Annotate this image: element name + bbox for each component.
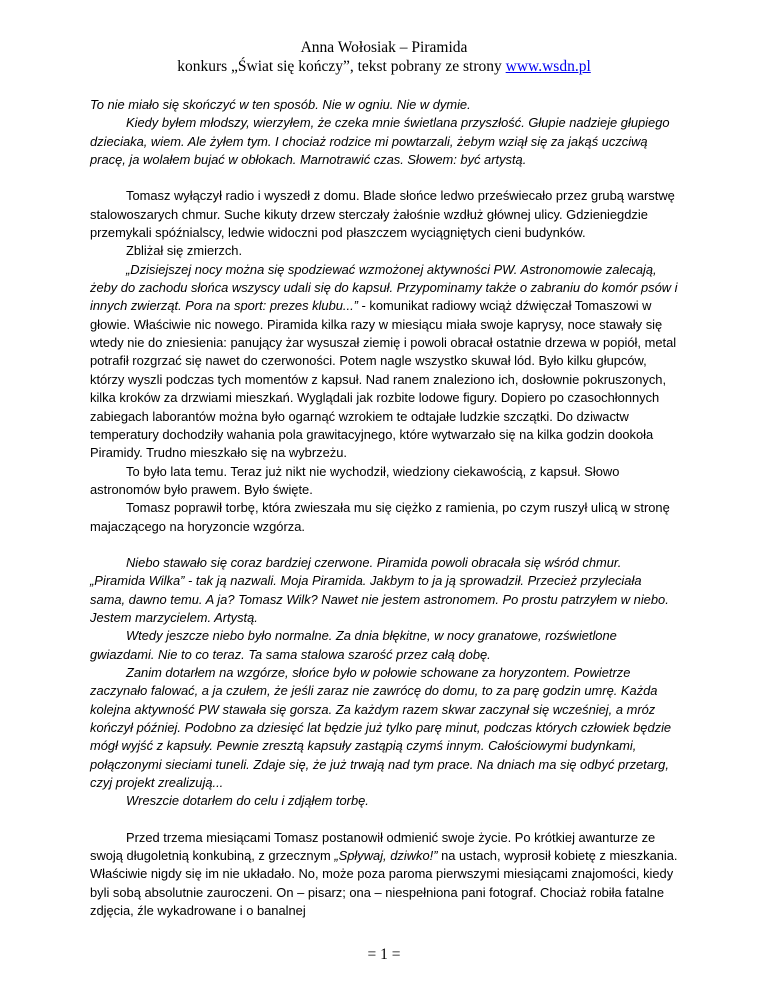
quoted-phrase: „Spływaj, dziwko!” bbox=[334, 848, 438, 864]
paragraph: To nie miało się skończyć w ten sposób. Nie w ogniu. Nie w dymie. bbox=[90, 97, 471, 112]
paragraph: Zbliżał się zmierzch. bbox=[126, 243, 243, 259]
paragraph: To było lata temu. Teraz już nikt nie wychodził, wiedziony ciekawością, z kapsuł. Słowo astronomów było prawem. Było święte. bbox=[90, 463, 620, 497]
paragraph-gap bbox=[90, 811, 680, 829]
paragraph: Niebo stawało się coraz bardziej czerwone. Piramida powoli obracała się wśród chmur. „Piramida Wilka” - tak ją nazwali. Moja Piramida. Jakbym to ja ją sprowadził. Przecież przyleciała sama, dawno temu. A ja? Tomasz Wilk? Nawet nie jestem astronomem. Po prostu patrzyłem w niebo. Jestem marzycielem. Artystą. bbox=[90, 554, 669, 625]
source-link[interactable]: www.wsdn.pl bbox=[505, 58, 591, 75]
story-text bbox=[90, 96, 680, 920]
paragraph: Tomasz poprawił torbę, która zwieszała mu się ciężko z ramienia, po czym ruszył ulicą w stronę majaczącego na horyzoncie wzgórza. bbox=[90, 500, 670, 534]
paragraph-text: na ustach, wyprosił kobietę z mieszkania. Właściwie nigdy się im nie układało. No, może poza paroma pierwszymi miesiącami znajomości, kiedy byli sobą absolutnie zauroczeni. On – pisarz; ona – niespełniona pani fotograf. Chociaż robiła fatalne zdjęcia, źle wykadrowane i o banalnej bbox=[90, 848, 678, 919]
radio-announcement: „Dzisiejszej nocy można się spodziewać wzmożonej aktywności PW. Astronomowie zalecają, żeby do zachodu słońca wszyscy udali się do kapsuł. Przypominamy także o zabraniu do komór psów i innych zwierząt. Pora na sport: prezes klubu...” bbox=[90, 261, 678, 314]
page-number: = 1 = bbox=[367, 946, 401, 963]
paragraph-text: Przed trzema miesiącami Tomasz postanowił odmienić swoje życie. Po krótkiej awanturze ze swoją długoletnią konkubiną, z grzecznym bbox=[90, 829, 656, 864]
paragraph: Wreszcie dotarłem do celu i zdjąłem torbę. bbox=[126, 793, 369, 809]
paragraph bbox=[90, 829, 680, 921]
paragraph: Zanim dotarłem na wzgórze, słońce było w połowie schowane za horyzontem. Powietrze zaczynało falować, a ja czułem, że jeśli zaraz nie zawrócę do domu, to za parę godzin umrę. Każda kolejna aktywność PW stawała się gorsza. Za każdym razem skwar zaczynał się wcześniej, a mróz kończył później. Podobno za dziesięć lat będzie już tylko parę minut, podczas których człowiek będzie mógł wyjść z kapsuły. Pewnie zresztą kapsuły zastąpią czymś innym. Całościowymi budynkami, połączonymi sieciami tuneli. Zdaje się, że już trwają nad tym prace. Na dniach ma się odbyć przetarg, czyj projekt zrealizują... bbox=[90, 664, 672, 791]
paragraph-gap bbox=[90, 536, 680, 554]
paragraph-text: - komunikat radiowy wciąż dźwięczał Tomaszowi w głowie. Właściwie nic nowego. Piramida kilka razy w miesiącu miała swoje kaprysy, noce stawały się wtedy nie do zniesienia: panujący żar wysuszał ziemię i powoli obracał ostatnie drzewa w popiół, metal potrafił rozgrzać się nawet do czerwoności. Potem nagle wszystko skuwał lód. Było kilku głupców, którzy wyszli podczas tych momentów z kapsuł. Nad ranem znaleziono ich, dosłownie pokruszonych, kilka kroków za drzwiami mieszkań. Wyglądali jak rozbite lodowe figury. Dopiero po czasochłonnych zabiegach laborantów można było ogarnąć wzrokiem te odtajałe ludzkie szczątki. Do dziwactw temperatury dochodziły wahania pola grawitacyjnego, które wytwarzało się na kilka godzin dookoła Piramidy. Trudno mieszkało się na wybrzeżu. bbox=[90, 298, 677, 461]
header-author-title: Anna Wołosiak – Piramida bbox=[300, 39, 468, 56]
paragraph bbox=[90, 261, 680, 463]
header-source-line bbox=[0, 57, 768, 76]
paragraph: Kiedy byłem młodszy, wierzyłem, że czeka mnie świetlana przyszłość. Głupie nadzieje głupiego dzieciaka, wiem. Ale żyłem tym. I chociaż rodzice mi powtarzali, żebym wziął się za jakąś uczciwą pracę, ja wolałem bujać w obłokach. Marnotrawić czas. Słowem: być artystą. bbox=[90, 115, 670, 168]
paragraph-gap bbox=[90, 169, 680, 187]
paragraph: Wtedy jeszcze niebo było normalne. Za dnia błękitne, w nocy granatowe, rozświetlone gwiazdami. Nie to co teraz. Ta sama stalowa szarość przez całą dobę. bbox=[90, 628, 617, 662]
paragraph: Tomasz wyłączył radio i wyszedł z domu. Blade słońce ledwo przeświecało przez grubą warstwę stalowoszarych chmur. Suche kikuty drzew sterczały żałośnie wzdłuż głównej ulicy. Gdzieniegdzie przemykali spóźnialscy, ledwie widoczni pod płaszczem wyciągniętych cieni budynków. bbox=[90, 188, 675, 241]
page-header bbox=[0, 38, 768, 76]
header-source-text: konkurs „Świat się kończy”, tekst pobrany ze strony bbox=[177, 58, 506, 75]
